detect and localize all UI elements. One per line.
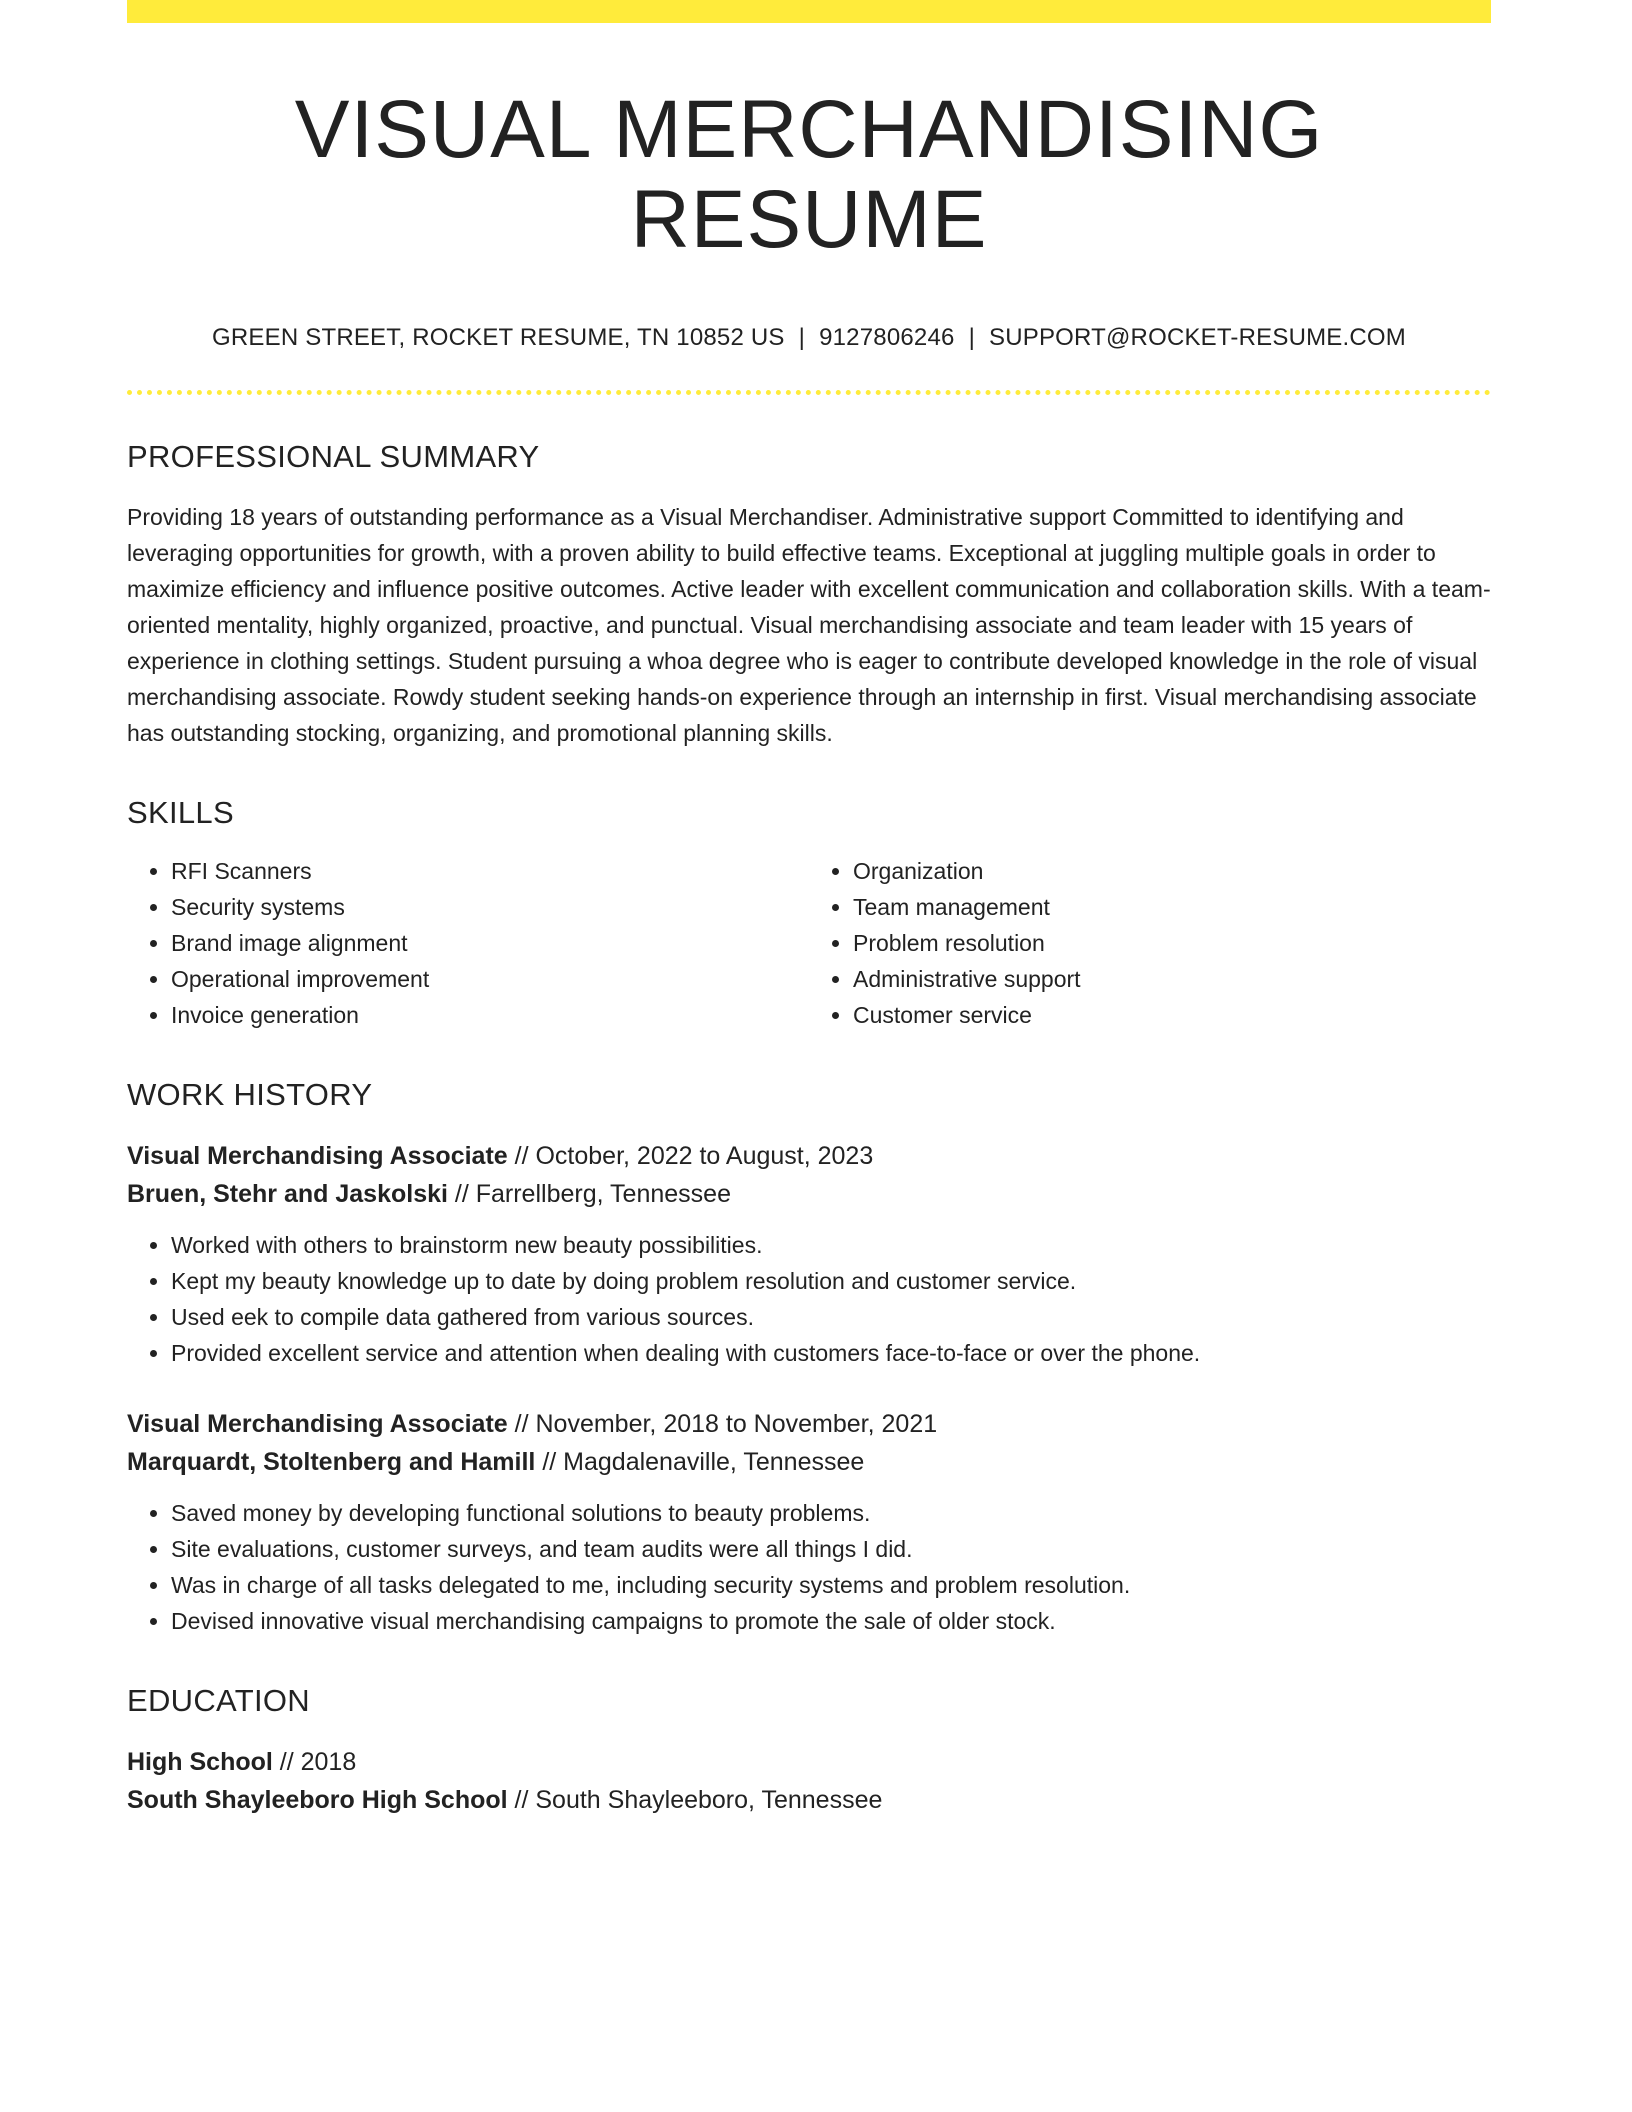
skills-heading: SKILLS — [127, 795, 234, 831]
degree: High School — [127, 1748, 273, 1777]
skills-column-left — [127, 853, 809, 1033]
job-bullet: • Devised innovative visual merchandising campaigns to promote the sale of older stock. — [171, 1603, 1491, 1639]
job-bullet: • Worked with others to brainstorm new beauty possibilities. — [171, 1227, 1491, 1263]
top-accent-bar — [127, 0, 1491, 23]
school-line — [127, 1781, 1491, 1819]
skill-item: • Operational improvement — [171, 961, 809, 997]
phone: 9127806246 — [819, 324, 955, 352]
resume-title: VISUAL MERCHANDISING RESUME — [294, 84, 1324, 266]
skill-item: • Invoice generation — [171, 997, 809, 1033]
separator: | — [968, 324, 975, 352]
job-bullet: • Used eek to compile data gathered from various sources. — [171, 1299, 1491, 1335]
work-history-heading: WORK HISTORY — [127, 1077, 373, 1113]
job-location: // Magdalenaville, Tennessee — [535, 1448, 865, 1477]
graduation-year: // 2018 — [272, 1748, 357, 1777]
job-entry — [127, 1405, 1491, 1639]
skills-column-right — [809, 853, 1491, 1033]
school-name: South Shayleeboro High School — [127, 1786, 508, 1815]
skill-item: • Brand image alignment — [171, 925, 809, 961]
job-dates: // November, 2018 to November, 2021 — [507, 1410, 938, 1439]
email: SUPPORT@ROCKET-RESUME.COM — [989, 324, 1406, 352]
job-bullet: • Provided excellent service and attention when dealing with customers face-to-face or over the phone. — [171, 1335, 1491, 1371]
job-dates: // October, 2022 to August, 2023 — [507, 1142, 874, 1171]
job-location: // Farrellberg, Tennessee — [447, 1180, 731, 1209]
summary-heading: PROFESSIONAL SUMMARY — [127, 439, 540, 475]
job-company: Bruen, Stehr and Jaskolski — [127, 1180, 448, 1209]
degree-line — [127, 1743, 1491, 1781]
job-title: Visual Merchandising Associate — [127, 1142, 508, 1171]
dotted-divider — [127, 390, 1491, 395]
job-company-line — [127, 1443, 1491, 1481]
job-company: Marquardt, Stoltenberg and Hamill — [127, 1448, 536, 1477]
job-title-line — [127, 1405, 1491, 1443]
job-bullet: • Saved money by developing functional solutions to beauty problems. — [171, 1495, 1491, 1531]
school-location: // South Shayleeboro, Tennessee — [507, 1786, 883, 1815]
contact-line — [127, 323, 1491, 353]
job-bullet: • Site evaluations, customer surveys, and team audits were all things I did. — [171, 1531, 1491, 1567]
skill-item: • RFI Scanners — [171, 853, 809, 889]
job-entry — [127, 1137, 1491, 1371]
address: GREEN STREET, ROCKET RESUME, TN 10852 US — [212, 324, 785, 352]
separator: | — [798, 324, 806, 352]
education-heading: EDUCATION — [127, 1683, 310, 1719]
skill-item: • Administrative support — [853, 961, 1491, 997]
skill-item: • Security systems — [171, 889, 809, 925]
skill-item: • Team management — [853, 889, 1491, 925]
job-title: Visual Merchandising Associate — [127, 1410, 508, 1439]
job-bullets — [127, 1495, 1491, 1639]
job-bullets — [127, 1227, 1491, 1371]
skills-list — [127, 853, 1491, 1033]
skill-item: • Problem resolution — [853, 925, 1491, 961]
skill-item: • Organization — [853, 853, 1491, 889]
resume-page — [127, 0, 1491, 1819]
job-company-line — [127, 1175, 1491, 1213]
skill-item: • Customer service — [853, 997, 1491, 1033]
job-title-line — [127, 1137, 1491, 1175]
education-entry — [127, 1743, 1491, 1819]
summary-text: Providing 18 years of outstanding performance as a Visual Merchandiser. Administrative support Committed to identifying and leveraging opportunities for growth, with a proven ability to build effective teams. Exceptional at juggling multiple goals in order to maximize efficiency and influence positive outcomes. Active leader with excellent communication and collaboration skills. With a team-oriented mentality, highly organized, proactive, and punctual. Visual merchandising associate and team leader with 15 years of experience in clothing settings. Student pursuing a whoa degree who is eager to contribute developed knowledge in the role of visual merchandising associate. Rowdy student seeking hands-on experience through an internship in first. Visual merchandising associate has outstanding stocking, organizing, and promotional planning skills. — [127, 504, 1491, 747]
job-bullet: • Kept my beauty knowledge up to date by doing problem resolution and customer service. — [171, 1263, 1491, 1299]
job-bullet: • Was in charge of all tasks delegated to me, including security systems and problem resolution. — [171, 1567, 1491, 1603]
